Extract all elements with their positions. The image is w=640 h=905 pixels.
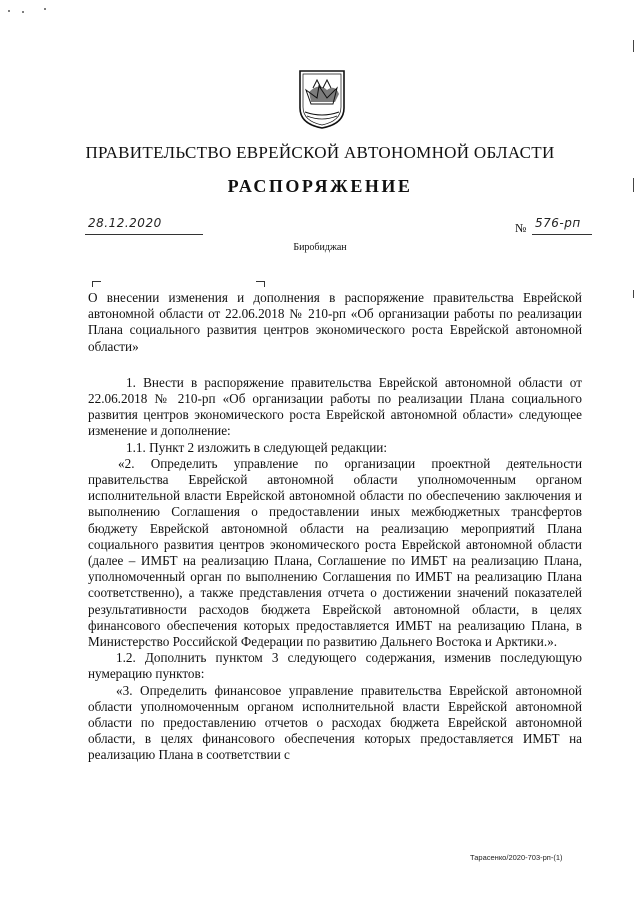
coat-of-arms-emblem	[297, 68, 347, 130]
number-field	[515, 219, 526, 237]
scan-speck	[8, 10, 10, 12]
subject-corner-mark-right	[256, 281, 265, 287]
paragraph-1-2: 1.2. Дополнить пунктом 3 следующего содержания, изменив последующую нумерацию пунктов:	[88, 650, 582, 682]
document-type-title: РАСПОРЯЖЕНИЕ	[227, 176, 413, 196]
scan-speck	[22, 11, 24, 13]
scan-edge-mark	[633, 290, 634, 298]
number-sign: №	[515, 221, 527, 235]
subject-corner-mark-left	[92, 281, 101, 287]
handwritten-date: 28.12.2020	[88, 216, 162, 230]
subject-title: О внесении изменения и дополнения в распоряжение правительства Еврейской автономной области от 22.06.2018 № 210-рп «Об организации работы по реализации Плана социального развития центров экономического роста Еврейской автономной области»	[88, 290, 582, 354]
city-name: Биробиджан	[293, 242, 347, 253]
paragraph-quoted-2: «2. Определить управление по организации проектной деятельности правительства Еврейской автономной области уполномоченным органом исполнительной власти Еврейской автономной области по обеспечению заключения и выполнению Соглашения о предоставлении иных межбюджетных трансфертов бюджету Еврейской автономной области на реализацию мероприятий Плана социального развития центров экономического роста Еврейской автономной области (далее – ИМБТ на реализацию Плана, Соглашение по ИМБТ на реализацию Плана, уполномоченный орган по выполнению Соглашения по ИМБТ на реализацию Плана соответственно), а также представления отчета о достижении значений показателей результативности расходов бюджета Еврейской автономной области, в целях финансового обеспечения которых предоставляется ИМБТ на реализацию Плана, в Министерство Российской Федерации по развитию Дальнего Востока и Арктики.».	[88, 455, 582, 650]
paragraph-quoted-3: «3. Определить финансовое управление правительства Еврейской автономной области уполномоченным органом исполнительной власти Еврейской автономной области по предоставлению отчетов о расходах бюджета Еврейской автономной области, в целях финансового обеспечения которых предоставляется ИМБТ на реализацию Плана в соответствии с	[88, 682, 582, 763]
footer-reference: Тарасенко/2020-703-рп-(1)	[470, 853, 563, 862]
scan-speck	[44, 8, 46, 10]
paragraph-1: 1. Внести в распоряжение правительства Еврейской автономной области от 22.06.2018 № 210-рп «Об организации работы по реализации Плана социального развития центров экономического роста Еврейской автономной области» следующее изменение и дополнение:	[88, 374, 582, 439]
handwritten-number: 576-рп	[535, 216, 581, 230]
government-title: ПРАВИТЕЛЬСТВО ЕВРЕЙСКОЙ АВТОНОМНОЙ ОБЛАСТИ	[85, 143, 555, 162]
document-body	[88, 290, 582, 764]
scan-edge-mark	[633, 40, 634, 52]
number-underline	[532, 234, 592, 235]
paragraph-1-1: 1.1. Пункт 2 изложить в следующей редакции:	[126, 439, 388, 455]
